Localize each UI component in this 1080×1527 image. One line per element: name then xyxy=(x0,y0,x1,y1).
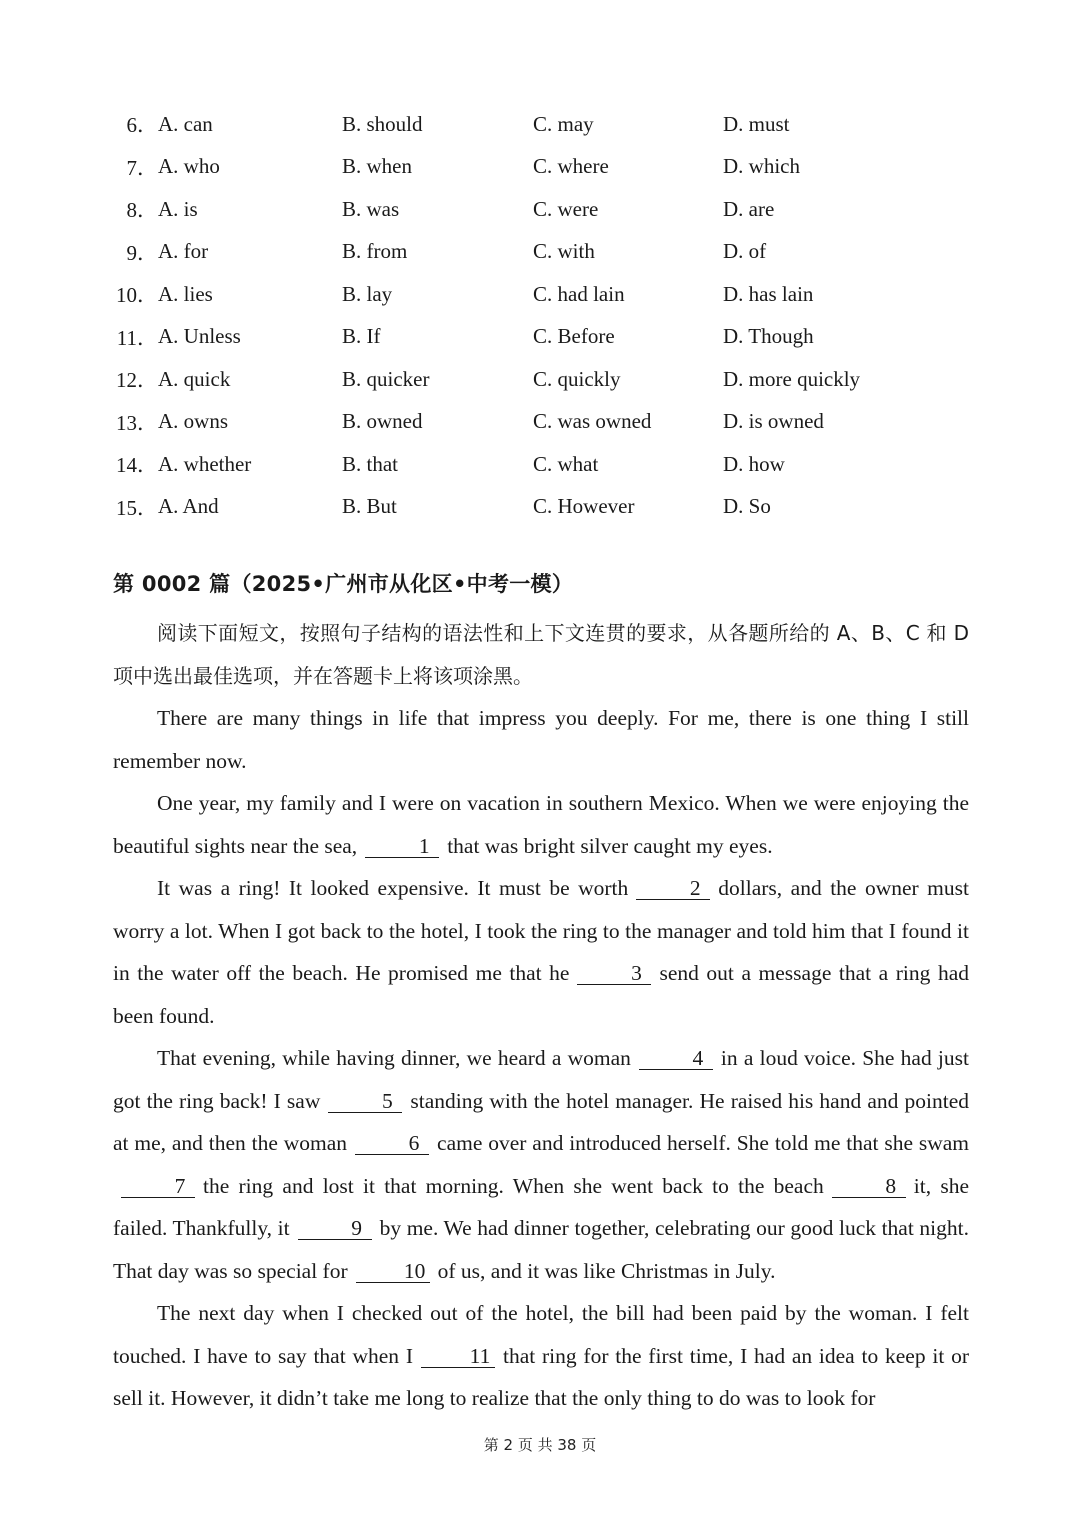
option-d: D. is owned xyxy=(723,409,824,434)
option-b: B. that xyxy=(342,451,398,476)
passage-text: in a loud voice. She had just got the ring back! I saw xyxy=(113,1046,969,1113)
question-options-row xyxy=(113,231,973,274)
blank-10: 10 xyxy=(356,1260,430,1283)
question-options-row xyxy=(113,103,973,146)
question-options-row xyxy=(113,188,973,231)
blank-8: 8 xyxy=(832,1175,906,1198)
passage-text: the ring and lost it that morning. When she went back to the beach xyxy=(203,1173,824,1198)
option-d: D. has lain xyxy=(723,281,814,306)
passage-text: that was bright silver caught my eyes. xyxy=(447,833,773,858)
option-a: A. can xyxy=(158,111,213,136)
passage-text: There are many things in life that impress you deeply. For me, there is one thing I still remember now. xyxy=(113,706,969,773)
option-c: C. where xyxy=(533,154,609,179)
instruction-text: 阅读下面短文，按照句子结构的语法性和上下文连贯的要求，从各题所给的 A、B、C 和 D 项中选出最佳选项，并在答题卡上将该项涂黑。 xyxy=(113,621,969,688)
option-d: D. are xyxy=(723,196,775,221)
option-a: A. lies xyxy=(158,281,213,306)
option-c: C. may xyxy=(533,111,594,136)
question-options-row xyxy=(113,401,973,444)
page-footer: 第 2 页 共 38 页 xyxy=(483,1436,597,1454)
blank-7: 7 xyxy=(121,1175,195,1198)
passage-text: came over and introduced herself. She told me that she swam xyxy=(437,1131,969,1155)
question-number: 9． xyxy=(126,240,158,265)
option-a: A. Unless xyxy=(158,324,241,349)
option-a: A. who xyxy=(158,154,220,179)
instruction-paragraph xyxy=(113,612,969,697)
option-d: D. of xyxy=(723,239,767,264)
option-d: D. must xyxy=(723,111,790,136)
option-a: A. whether xyxy=(158,451,252,476)
option-c: C. what xyxy=(533,451,599,476)
question-number: 7． xyxy=(126,155,158,180)
answer-options-list xyxy=(113,103,973,528)
passage-text: It was a ring! It looked expensive. It must be worth xyxy=(157,876,629,900)
question-options-row xyxy=(113,316,973,359)
option-a: A. quick xyxy=(158,366,231,391)
blank-4: 4 xyxy=(639,1047,713,1070)
question-number: 6． xyxy=(126,113,158,138)
question-options-row xyxy=(113,358,973,401)
option-c: C. with xyxy=(533,239,595,264)
option-d: D. more quickly xyxy=(723,366,861,391)
question-options-row xyxy=(113,273,973,316)
option-c: C. had lain xyxy=(533,281,625,306)
blank-9: 9 xyxy=(298,1217,372,1240)
question-number: 14． xyxy=(116,453,158,478)
question-number: 15． xyxy=(116,495,158,520)
passage-text: That evening, while having dinner, we heard a woman xyxy=(157,1046,631,1070)
passage-text: that ring for the first time, I had an idea to keep it or sell it. However, it didn’t take me long to realize that the only thing to do was to look for xyxy=(113,1343,969,1410)
option-b: B. when xyxy=(342,154,412,179)
option-b: B. quicker xyxy=(342,366,430,391)
blank-6: 6 xyxy=(355,1132,429,1155)
option-c: C. was owned xyxy=(533,409,652,434)
passage-text: of us, and it was like Christmas in July. xyxy=(437,1258,776,1283)
question-options-row xyxy=(113,486,973,529)
option-c: C. Before xyxy=(533,324,615,349)
option-b: B. But xyxy=(342,494,397,519)
option-a: A. is xyxy=(158,196,198,221)
question-number: 12． xyxy=(116,368,158,393)
option-c: C. However xyxy=(533,494,635,519)
passage-text: by me. We had dinner together, celebrating our good luck that night. That day was so special for xyxy=(113,1216,969,1283)
passage-paragraph xyxy=(113,697,969,782)
option-d: D. how xyxy=(723,451,785,476)
blank-2: 2 xyxy=(636,877,710,900)
option-a: A. owns xyxy=(158,409,229,434)
question-options-row xyxy=(113,443,973,486)
section-title: 第 0002 篇（2025•广州市从化区•中考一模） xyxy=(113,572,574,596)
option-b: B. should xyxy=(342,111,423,136)
question-number: 8． xyxy=(126,198,158,223)
option-c: C. quickly xyxy=(533,366,621,391)
question-number: 11． xyxy=(116,325,158,350)
passage xyxy=(113,612,969,1420)
blank-11: 11 xyxy=(421,1345,495,1368)
passage-text: One year, my family and I were on vacation in southern Mexico. When we were enjoying the beautiful sights near the sea, xyxy=(113,791,969,858)
passage-paragraph xyxy=(113,867,969,1037)
blank-1: 1 xyxy=(365,835,439,858)
passage-paragraph xyxy=(113,1037,969,1292)
passage-text: send out a message that a ring had been found. xyxy=(113,961,969,1028)
passage-paragraph xyxy=(113,1292,969,1420)
option-c: C. were xyxy=(533,196,599,221)
option-d: D. which xyxy=(723,154,800,179)
option-a: A. for xyxy=(158,239,209,264)
passage-text: The next day when I checked out of the hotel, the bill had been paid by the woman. I felt touched. I have to say that when I xyxy=(113,1301,969,1368)
option-d: D. So xyxy=(723,494,771,519)
passage-paragraph xyxy=(113,782,969,867)
question-number: 13． xyxy=(116,410,158,435)
blank-5: 5 xyxy=(328,1090,402,1113)
option-b: B. If xyxy=(342,324,381,349)
question-number: 10． xyxy=(116,283,158,308)
question-options-row xyxy=(113,146,973,189)
blank-3: 3 xyxy=(577,962,651,985)
passage-text: standing with the hotel manager. He raised his hand and pointed at me, and then the woman xyxy=(113,1088,969,1155)
option-a: A. And xyxy=(158,494,219,519)
option-d: D. Though xyxy=(723,324,814,349)
passage-text: it, she failed. Thankfully, it xyxy=(113,1173,969,1240)
option-b: B. was xyxy=(342,196,400,221)
passage-text: dollars, and the owner must worry a lot. When I got back to the hotel, I took the ring to the manager and told him that I found it in the water off the beach. He promised me that he xyxy=(113,876,969,985)
option-b: B. from xyxy=(342,239,408,264)
option-b: B. owned xyxy=(342,409,423,434)
option-b: B. lay xyxy=(342,281,393,306)
